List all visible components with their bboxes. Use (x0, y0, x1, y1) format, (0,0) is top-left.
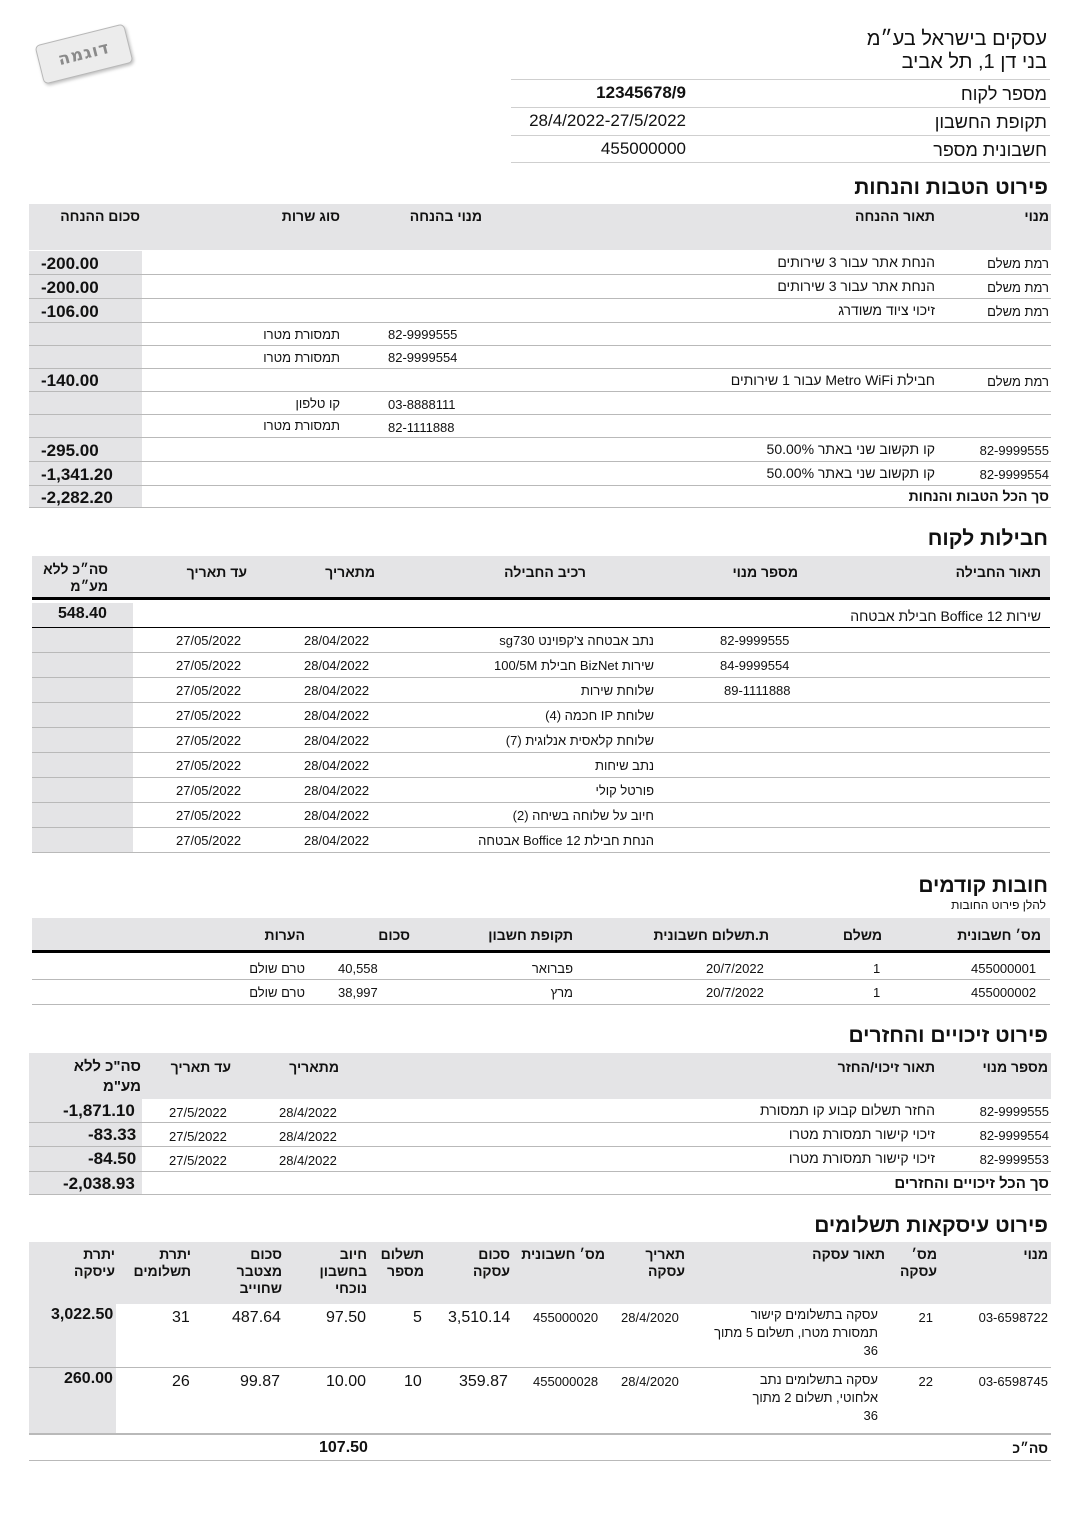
table-row (29, 323, 1051, 346)
installments-total-row (29, 1434, 1051, 1461)
discount-line: 82-9999554 (388, 350, 458, 365)
table-row (32, 703, 1050, 728)
discount-amount: -1,341.20 (41, 465, 113, 484)
discount-amount: -140.00 (41, 371, 99, 390)
package-from: 28/04/2022 (304, 733, 370, 748)
inst-payments-left: 31 (172, 1309, 190, 1326)
discounts-header (29, 204, 1051, 250)
company-address: בני דן 1, תל אביב (901, 51, 1047, 73)
inst-description: עסקה בתשלומים קישור תמסורת מטרו, תשלום 5 מתוך 36 (714, 1307, 878, 1358)
inst-invoice: 455000020 (533, 1310, 599, 1325)
inst-balance: 3,022.50 (51, 1306, 114, 1323)
credit-to: 27/5/2022 (169, 1129, 227, 1144)
packages-header-total: סה״כ ללא מע״מ (43, 561, 108, 594)
package-component: פורטל קולי (595, 783, 654, 798)
package-to: 27/05/2022 (176, 808, 242, 823)
package-to: 27/05/2022 (176, 758, 242, 773)
credits-title: פירוט זיכויים והחזרים (848, 1024, 1048, 1047)
inst-header-payments-left: יתרת תשלומים (133, 1246, 191, 1279)
inst-payments-left: 26 (172, 1373, 190, 1390)
credit-total: -1,871.10 (63, 1101, 135, 1120)
debt-payer: 1 (873, 961, 881, 976)
discount-line: 03-8888111 (388, 397, 456, 412)
credits-total-amount: -2,038.93 (63, 1174, 135, 1193)
company-name: עסקים בישראל בע״מ (866, 28, 1047, 50)
inst-description: עסקה בתשלומים נתב אלחוטי, תשלום 2 מתוך 36 (752, 1372, 878, 1423)
debts-title: חובות קודמים (918, 874, 1048, 897)
table-row (32, 753, 1050, 778)
package-main-row (32, 603, 1050, 628)
discounts-total-amount: -2,282.20 (41, 488, 113, 507)
debts-subtitle: להלן פירוט החובות (951, 898, 1046, 912)
inst-payment-no: 10 (404, 1373, 422, 1390)
inst-subscriber: 03-6598745 (978, 1374, 1048, 1389)
credits-header (29, 1053, 1051, 1099)
credit-from: 28/4/2022 (279, 1105, 337, 1120)
inst-accumulated: 487.64 (232, 1309, 281, 1326)
table-row (32, 980, 1050, 1005)
package-from: 28/04/2022 (304, 783, 370, 798)
debt-due-date: 20/7/2022 (706, 961, 764, 976)
table-row (29, 1123, 1051, 1147)
package-subscriber: 89-1111888 (724, 683, 791, 698)
package-main-description: שירות Boffice 12 חבילת אבטחה (850, 608, 1041, 624)
inst-deal-no: 21 (918, 1310, 933, 1325)
package-component: שלוחת קלאסית אנלוגית (7) (505, 733, 654, 748)
debt-payer: 1 (873, 985, 881, 1000)
installments-header (29, 1242, 1051, 1304)
package-component: נתב אבטחה צ'קפוינט sg730 (499, 633, 654, 648)
credit-to: 27/5/2022 (169, 1153, 227, 1168)
discount-subscriber: 82-9999555 (979, 443, 1049, 458)
company-header (867, 28, 1047, 74)
discounts-header-discounted-line: מנוי בהנחה (409, 208, 482, 224)
installments-total-label: סה״כ (1012, 1440, 1048, 1456)
discount-description: חבילת Metro WiFi עבור 1 שירותים (730, 372, 935, 388)
sample-stamp: דוגמה (35, 23, 134, 84)
package-to: 27/05/2022 (176, 708, 242, 723)
package-component: שירות BizNet חבילת 100/5M (493, 658, 654, 673)
credit-subscriber: 82-9999554 (979, 1128, 1049, 1143)
invoice-number-value: 455000000 (600, 139, 686, 158)
debts-header-period: תקופת חשבון (488, 927, 573, 943)
table-row (32, 828, 1050, 853)
discount-description: זיכוי ציוד משודרג (838, 302, 935, 318)
debts-header-payer: משלם (842, 927, 882, 943)
table-row (29, 1304, 1051, 1368)
table-row (32, 678, 1050, 703)
debt-period: מרץ (550, 985, 573, 1000)
table-row (29, 346, 1051, 369)
credit-total: -84.50 (88, 1149, 137, 1168)
discount-amount: -106.00 (41, 302, 99, 321)
discount-amount: -295.00 (41, 441, 99, 460)
inst-deal-no: 22 (918, 1374, 933, 1389)
inst-charge: 10.00 (326, 1373, 367, 1390)
package-from: 28/04/2022 (304, 658, 370, 673)
table-row (32, 956, 1050, 980)
inst-subscriber: 03-6598722 (978, 1310, 1048, 1325)
discount-description: קו תקשוב שני באתר 50.00% (766, 441, 935, 457)
credit-description: זיכוי קישור תמסורת מטרו (788, 1150, 935, 1166)
debt-notes: טרם שולם (249, 985, 305, 1000)
billing-period-label: תקופת החשבון (934, 112, 1047, 132)
table-row (29, 299, 1051, 323)
credit-description: החזר תשלום קבוע קו תמסורת (760, 1102, 935, 1118)
debts-header (32, 918, 1050, 953)
discount-line: 82-9999555 (388, 327, 458, 342)
inst-accumulated: 99.87 (240, 1373, 281, 1390)
inst-amount: 359.87 (459, 1373, 508, 1390)
packages-header-to: עד תאריך (186, 564, 247, 580)
table-row (29, 275, 1051, 299)
inst-header-subscriber: מנוי (1023, 1246, 1048, 1262)
debt-amount: 40,558 (338, 961, 378, 976)
table-row (29, 392, 1051, 415)
package-subscriber: 84-9999554 (720, 658, 790, 673)
debt-amount: 38,997 (338, 985, 378, 1000)
credit-description: זיכוי קישור תמסורת מטרו (788, 1126, 935, 1142)
package-to: 27/05/2022 (176, 658, 242, 673)
packages-header-subscriber: מספר מנוי (732, 564, 798, 580)
discount-description: הנחת אתר עבור 3 שירותים (777, 278, 935, 294)
package-component: נתב שיחות (595, 758, 654, 773)
packages-header-description: תאור החבילה (955, 564, 1041, 580)
package-from: 28/04/2022 (304, 708, 370, 723)
inst-header-accumulated: סכום מצטבר שחוייב (236, 1246, 282, 1296)
table-row (32, 778, 1050, 803)
table-row (32, 653, 1050, 678)
credit-subscriber: 82-9999553 (979, 1152, 1049, 1167)
package-from: 28/04/2022 (304, 633, 370, 648)
debts-header-due: ת.תשלום חשבונית (653, 927, 769, 943)
table-row (32, 803, 1050, 828)
installments-total-charge: 107.50 (319, 1439, 368, 1456)
inst-amount: 3,510.14 (448, 1309, 511, 1326)
package-to: 27/05/2022 (176, 683, 242, 698)
discount-service-type: תמסורת מטרו (263, 350, 340, 365)
inst-header-charge: חיוב בחשבון נוכחי (319, 1246, 367, 1296)
discount-subscriber: רמת משלם (987, 374, 1049, 389)
table-row (29, 369, 1051, 392)
package-component: הנחת חבילת Boffice 12 אבטחה (478, 833, 654, 848)
discount-amount: -200.00 (41, 278, 99, 297)
credits-total-row (29, 1172, 1051, 1195)
credits-total-label: סך הכל זיכויים והחזרים (894, 1175, 1049, 1192)
inst-balance: 260.00 (64, 1370, 113, 1387)
debts-header-amount: סכום (378, 927, 410, 943)
inst-header-invoice: מס׳ חשבונית (521, 1246, 605, 1262)
package-from: 28/04/2022 (304, 808, 370, 823)
package-from: 28/04/2022 (304, 833, 370, 848)
package-to: 27/05/2022 (176, 833, 242, 848)
invoice-number-label: חשבונית מספר (933, 140, 1047, 160)
credit-total: -83.33 (88, 1125, 137, 1144)
inst-header-amount: סכום עסקה (472, 1246, 510, 1279)
packages-header (32, 556, 1050, 600)
debts-header-invoice: מס׳ חשבונית (957, 927, 1041, 943)
package-from: 28/04/2022 (304, 683, 370, 698)
inst-date: 28/4/2020 (621, 1310, 679, 1325)
package-to: 27/05/2022 (176, 783, 242, 798)
table-row (29, 1099, 1051, 1123)
credits-header-to: עד תאריך (170, 1059, 231, 1075)
discounts-header-amount: סכום ההנחה (60, 208, 140, 224)
packages-header-component: רכיב החבילה (504, 564, 586, 580)
discount-line: 82-1111888 (388, 420, 455, 435)
package-component: חיוב על שלוחה בשיחה (2) (512, 808, 654, 823)
credits-header-description: תאור זיכוי/החזר (837, 1059, 935, 1075)
table-row (29, 415, 1051, 438)
inst-header-deal-no: מס׳ עסקה (899, 1246, 937, 1279)
discount-service-type: תמסורת מטרו (263, 327, 340, 342)
credit-from: 28/4/2022 (279, 1153, 337, 1168)
credits-header-total: סה"כ ללא מע"מ (73, 1058, 141, 1095)
inst-header-date: תאריך עסקה (645, 1246, 685, 1279)
discount-subscriber: 82-9999554 (979, 467, 1049, 482)
discount-service-type: תמסורת מטרו (263, 418, 340, 433)
table-row (29, 438, 1051, 462)
debt-notes: טרם שולם (249, 961, 305, 976)
debt-due-date: 20/7/2022 (706, 985, 764, 1000)
package-from: 28/04/2022 (304, 758, 370, 773)
table-row (32, 728, 1050, 753)
table-row (29, 251, 1051, 275)
inst-invoice: 455000028 (533, 1374, 599, 1389)
package-main-total: 548.40 (58, 605, 107, 622)
debt-invoice: 455000001 (971, 961, 1037, 976)
table-row (29, 1368, 1051, 1434)
inst-charge: 97.50 (326, 1309, 367, 1326)
discounts-total-label: סך הכל הטבות והנחות (908, 488, 1049, 504)
discounts-title: פירוט הטבות והנחות (854, 176, 1048, 199)
inst-payment-no: 5 (413, 1309, 422, 1326)
package-component: שלוחת IP חכמה (4) (545, 708, 654, 723)
credit-to: 27/5/2022 (169, 1105, 227, 1120)
billing-period-row (511, 107, 1050, 135)
packages-title: חבילות לקוח (927, 527, 1048, 550)
debt-period: פברואר (531, 961, 573, 976)
table-row (32, 628, 1050, 653)
customer-number-value: 12345678/9 (596, 83, 686, 102)
customer-number-row (511, 79, 1050, 107)
inst-header-payment-no: תשלום מספר (380, 1246, 424, 1279)
debts-header-notes: הערות (264, 927, 305, 943)
discount-service-type: קו טלפון (295, 396, 340, 411)
customer-number-label: מספר לקוח (960, 84, 1047, 104)
discounts-header-subscriber: מנוי (1024, 208, 1049, 224)
table-row (29, 1147, 1051, 1172)
invoice-number-row (511, 135, 1050, 163)
discount-description: קו תקשוב שני באתר 50.00% (766, 465, 935, 481)
discount-amount: -200.00 (41, 254, 99, 273)
credits-header-subscriber: מספר מנוי (982, 1059, 1048, 1075)
credit-from: 28/4/2022 (279, 1129, 337, 1144)
discount-description: הנחת אתר עבור 3 שירותים (777, 254, 935, 270)
inst-header-deal-balance: יתרת עיסקה (74, 1246, 115, 1279)
inst-date: 28/4/2020 (621, 1374, 679, 1389)
package-to: 27/05/2022 (176, 633, 242, 648)
debt-invoice: 455000002 (971, 985, 1037, 1000)
account-info (511, 79, 1050, 163)
billing-period-value: 28/4/2022-27/5/2022 (529, 111, 686, 130)
package-component: שלוחת שירות (580, 683, 654, 698)
packages-header-from: מתאריך (325, 564, 375, 580)
credits-header-from: מתאריך (289, 1059, 339, 1075)
discounts-header-service-type: סוג שרות (281, 208, 340, 224)
discounts-total-row (29, 486, 1051, 508)
discount-subscriber: רמת משלם (987, 280, 1049, 295)
package-subscriber: 82-9999555 (720, 633, 790, 648)
discount-subscriber: רמת משלם (987, 256, 1049, 271)
inst-header-description: תאור עסקה (812, 1246, 885, 1262)
package-to: 27/05/2022 (176, 733, 242, 748)
table-row (29, 462, 1051, 486)
discount-subscriber: רמת משלם (987, 304, 1049, 319)
discounts-header-description: תאור ההנחה (854, 208, 935, 224)
credit-subscriber: 82-9999555 (979, 1104, 1049, 1119)
installments-title: פירוט עיסקאות תשלומים (814, 1214, 1048, 1237)
